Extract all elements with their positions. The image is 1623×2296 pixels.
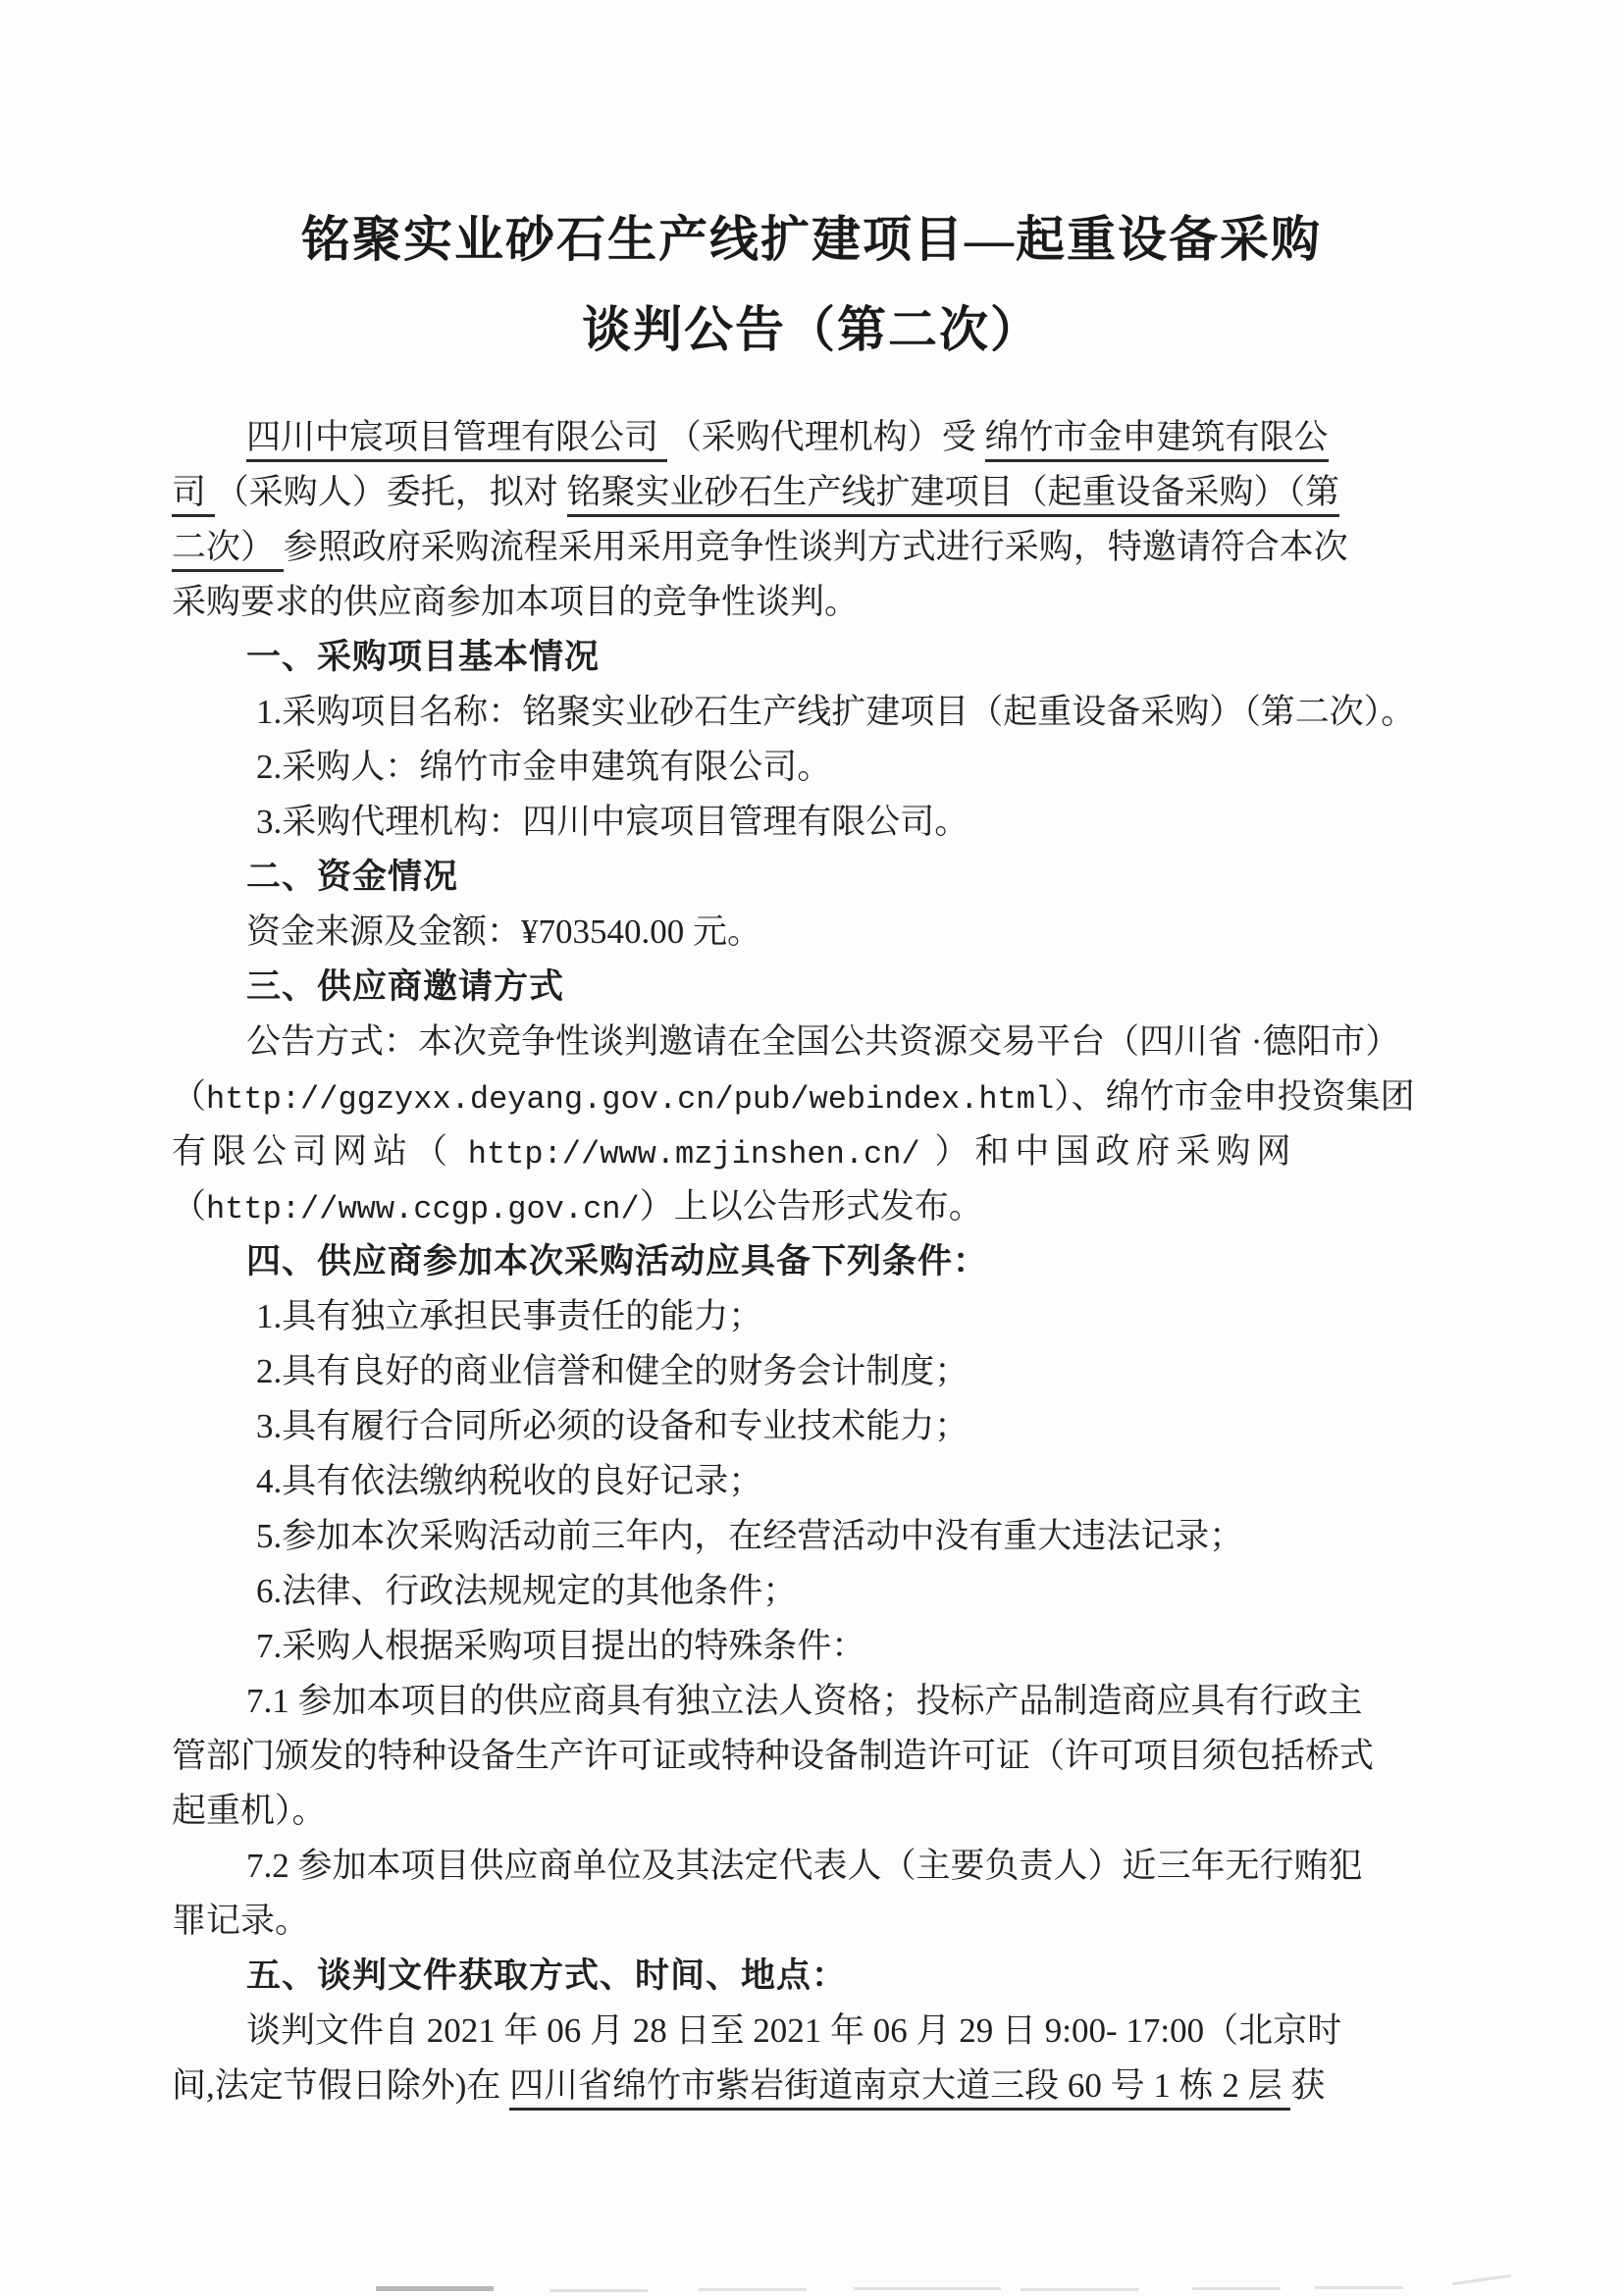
text-segment: （	[172, 1077, 207, 1116]
doc-line	[172, 1784, 1477, 1839]
scan-artifact	[1192, 2287, 1281, 2290]
text-segment: 6.法律、行政法规规定的其他条件；	[256, 1572, 798, 1610]
doc-line	[172, 1399, 1477, 1454]
doc-heading-line	[172, 1234, 1477, 1289]
doc-heading-line	[172, 960, 1477, 1015]
text-segment: 2.具有良好的商业信誉和健全的财务会计制度；	[256, 1352, 969, 1390]
text-segment: 五、谈判文件获取方式、时间、地点：	[246, 1957, 848, 1995]
text-segment: 公告方式：本次竞争性谈判邀请在全国公共资源交易平台（四川省 ·德阳市）	[246, 1022, 1400, 1061]
text-segment: ）、绵竹市金申投资集团	[1054, 1077, 1415, 1116]
underlined-text: 绵竹市金申建筑有限公	[985, 418, 1329, 462]
doc-line	[172, 685, 1477, 740]
text-segment: 7.2 参加本项目供应商单位及其法定代表人（主要负责人）近三年无行贿犯	[246, 1847, 1363, 1885]
doc-line	[172, 740, 1477, 795]
text-segment: 1.采购项目名称：铭聚实业砂石生产线扩建项目（起重设备采购）（第二次）。	[256, 693, 1416, 731]
text-segment: 二、资金情况	[246, 858, 459, 896]
text-segment: 资金来源及金额：¥703540.00 元。	[246, 913, 762, 951]
text-segment: 罪记录。	[172, 1902, 310, 1940]
doc-line	[172, 1124, 1477, 1179]
text-segment: 7.1 参加本项目的供应商具有独立法人资格；投标产品制造商应具有行政主	[246, 1682, 1363, 1720]
doc-line	[172, 1619, 1477, 1674]
doc-line	[172, 1564, 1477, 1619]
doc-line	[172, 1674, 1477, 1729]
text-segment: 起重机）。	[172, 1792, 327, 1830]
doc-heading-line	[172, 850, 1477, 905]
text-segment: 参照政府采购流程采用采用竞争性谈判方式进行采购，特邀请符合本次	[283, 528, 1348, 566]
doc-line	[172, 2059, 1477, 2113]
text-segment: 5.参加本次采购活动前三年内，在经营活动中没有重大违法记录；	[256, 1517, 1244, 1555]
doc-line	[172, 1070, 1477, 1124]
text-segment: 3.采购代理机构：四川中宸项目管理有限公司。	[256, 803, 969, 841]
doc-line	[172, 1344, 1477, 1399]
scan-artifact	[699, 2288, 807, 2291]
scan-artifact	[1021, 2288, 1138, 2291]
text-segment: 谈判文件自 2021 年 06 月 28 日至 2021 年 06 月 29 日 9:00- 17:00（北京时	[246, 2011, 1342, 2050]
underlined-text: 铭聚实业砂石生产线扩建项目（起重设备采购）（第	[567, 473, 1340, 517]
doc-line	[172, 795, 1477, 850]
text-segment: 7.采购人根据采购项目提出的特殊条件：	[256, 1627, 866, 1665]
url-text: http://www.mzjinshen.cn/	[467, 1136, 920, 1173]
text-segment: 有限公司网站（	[172, 1132, 468, 1171]
doc-line	[172, 1454, 1477, 1509]
text-segment: 间,法定节假日除外)在	[172, 2066, 510, 2105]
text-segment: 管部门颁发的特种设备生产许可证或特种设备制造许可证（许可项目须包括桥式	[172, 1737, 1375, 1775]
doc-line	[172, 520, 1477, 575]
scan-artifact	[1315, 2286, 1403, 2289]
scan-artifact	[550, 2289, 648, 2292]
doc-heading-line	[172, 1949, 1477, 2004]
doc-line	[172, 1894, 1477, 1949]
text-segment: 四、供应商参加本次采购活动应具备下列条件：	[246, 1242, 989, 1280]
doc-line	[172, 1729, 1477, 1784]
text-segment: ）上以公告形式发布。	[639, 1187, 983, 1226]
doc-line	[172, 905, 1477, 960]
doc-line	[172, 575, 1477, 630]
doc-body	[172, 410, 1477, 2113]
url-text: http://ggzyxx.deyang.gov.cn/pub/webindex.html	[206, 1081, 1055, 1118]
underlined-text: 四川中宸项目管理有限公司	[246, 418, 667, 462]
scan-artifact	[854, 2287, 1001, 2290]
scan-artifact	[376, 2286, 494, 2291]
doc-title	[0, 194, 1623, 375]
doc-title-line-2: 谈判公告（第二次）	[582, 302, 1041, 357]
doc-line	[172, 1179, 1477, 1234]
underlined-text: 司	[172, 473, 215, 517]
text-segment: 1.具有独立承担民事责任的能力；	[256, 1297, 763, 1335]
doc-line	[172, 1015, 1477, 1070]
text-segment: （	[172, 1187, 207, 1226]
underlined-text: 四川省绵竹市紫岩街道南京大道三段 60 号 1 栋 2 层	[509, 2066, 1290, 2111]
doc-line	[172, 2004, 1477, 2059]
text-segment: （采购代理机构）受	[666, 418, 985, 456]
text-segment: 2.采购人：绵竹市金申建筑有限公司。	[256, 748, 832, 786]
doc-heading-line	[172, 630, 1477, 685]
text-segment: ）和中国政府采购网	[919, 1132, 1297, 1171]
doc-line	[172, 1839, 1477, 1894]
text-segment: 3.具有履行合同所必须的设备和专业技术能力；	[256, 1407, 969, 1445]
doc-title-line-1: 铭聚实业砂石生产线扩建项目—起重设备采购	[301, 212, 1322, 267]
text-segment: 4.具有依法缴纳税收的良好记录；	[256, 1462, 763, 1500]
text-segment: 一、采购项目基本情况	[246, 638, 601, 676]
text-segment: 三、供应商邀请方式	[246, 967, 565, 1006]
text-segment: （采购人）委托，拟对	[214, 473, 567, 511]
url-text: http://www.ccgp.gov.cn/	[206, 1191, 640, 1227]
doc-line	[172, 465, 1477, 520]
text-segment: 采购要求的供应商参加本项目的竞争性谈判。	[172, 583, 860, 621]
doc-line	[172, 410, 1477, 465]
underlined-text: 二次）	[172, 528, 284, 572]
scan-artifact	[1452, 2274, 1511, 2285]
text-segment: 获	[1290, 2066, 1326, 2105]
doc-line	[172, 1289, 1477, 1344]
doc-line	[172, 1509, 1477, 1564]
